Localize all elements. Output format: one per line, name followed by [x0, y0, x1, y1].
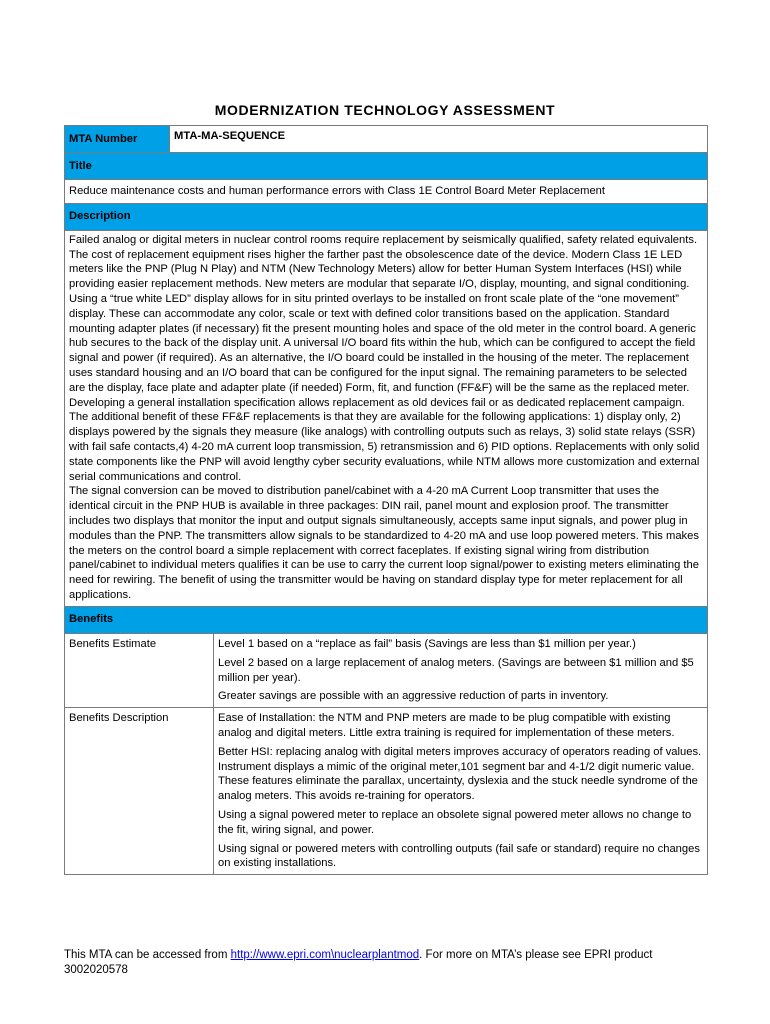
- benefits-description-value: [214, 708, 708, 875]
- footer-prefix: This MTA can be accessed from: [64, 949, 231, 961]
- title-value-row: [65, 180, 708, 204]
- benefits-estimate-item: Level 1 based on a “replace as fail” basis (Savings are less than $1 million per year.): [218, 638, 636, 650]
- title-value: Reduce maintenance costs and human performance errors with Class 1E Control Board Meter Replacement: [65, 180, 708, 204]
- benefits-description-item: Ease of Installation: the NTM and PNP meters are made to be plug compatible with existing analog and digital meters. Little extra training is required for implementation of these meters.: [218, 712, 675, 739]
- benefits-label: Benefits: [65, 606, 708, 633]
- footer-note: [64, 948, 704, 978]
- benefits-description-item: Using a signal powered meter to replace an obsolete signal powered meter allows no change to the fit, wiring signal, and power.: [218, 808, 692, 836]
- benefits-estimate-item: Level 2 based on a large replacement of analog meters. (Savings are between $1 million and $5 million per year).: [218, 656, 694, 684]
- benefits-description-label: Benefits Description: [65, 708, 214, 875]
- benefits-table: [64, 633, 708, 875]
- benefits-description-item: Using signal or powered meters with controlling outputs (fail safe or standard) require no changes on existing installations.: [218, 842, 700, 870]
- footer-suffix: . For more on MTA’s please see EPRI product 3002020578: [64, 949, 653, 976]
- benefits-estimate-label: Benefits Estimate: [65, 634, 214, 708]
- benefits-description-item: Better HSI: replacing analog with digital meters improves accuracy of operators reading of values. Instrument displays a mimic of the original meter,101 segment bar and 4-1/2 digit numeric value. These features eliminate the parallax, uncertainty, dyslexia and the stuck needle syndrome of the analog meters. This avoids re-training for operators.: [218, 745, 702, 803]
- benefits-header-row: [65, 606, 708, 633]
- title-header-row: [65, 153, 708, 180]
- description-body: [65, 230, 708, 606]
- benefits-description-row: [65, 708, 708, 875]
- benefits-estimate-item: Greater savings are possible with an aggressive reduction of parts in inventory.: [218, 690, 609, 703]
- mta-table: [64, 125, 708, 634]
- description-paragraph: Failed analog or digital meters in nuclear control rooms require replacement by seismically qualified, safety related equivalents. The cost of replacement equipment rises higher the farther past the obsolescence date of the device. Modern Class 1E LED meters like the PNP (Plug N Play) and NTM (New Technology Meters) allow for better Human System Interfaces (HSI) while providing easier replacement methods. New meters are modular that separate I/O, display, mounting, and signal conditioning. Using a “true white LED” display allows for in situ printed overlays to be installed on front scale plate of the “one movement” display. These can accommodate any color, scale or text with defined color transitions based on the application. Standard mounting adapter plates (if necessary) fit the present mounting holes and space of the old meter in the control board. A generic hub secures to the back of the display unit. A universal I/O board fits within the hub, which can be configured to accept the field signal and power (if required). As an alternative, the I/O board could be installed in the housing of the meter. The replacement uses standard housing and an I/O board that can be configured for the input signal. The remaining parameters to be selected are the display, face plate and adapter plate (if needed) Form, fit, and function (FF&F) will be the same as the replaced meter. Developing a general installation specification allows replacement as old devices fail or as dedicated replacement campaign. The additional benefit of these FF&F replacements is that they are available for the following applications: 1) display only, 2) displays powered by the signals they measure (like analogs) with controlling outputs such as relays, 3) solid state relays (SSR) with fail safe contacts,4) 4-20 mA current loop transmission, 5) retransmission and 6) PID options. Replacements with only solid state components like the PNP will avoid lengthy cyber security evaluations, while NTM allows more customization and external serial communications and control.: [69, 233, 700, 483]
- mta-number-row: [65, 126, 708, 153]
- description-paragraph: The signal conversion can be moved to distribution panel/cabinet with a 4-20 mA Current Loop transmitter that uses the identical circuit in the PNP HUB is available in three packages: DIN rail, panel mount and explosion proof. The transmitter includes two displays that monitor the input and output signals simultaneously, accepts same input signals, and power plug in modules than the PNP. The transmitters allow signals to be standardized to 4-20 mA and use loop powered meters. This makes the meters on the control board a simple replacement with correct faceplates. If existing signal wiring from distribution panel/cabinet to individual meters qualifies it can be use to carry the current loop signal/power to existing meters eliminating the need for rewiring. The benefit of using the transmitter would be having on standard display type for meter replacement for all applications.: [69, 485, 699, 601]
- mta-number-label: MTA Number: [65, 126, 170, 153]
- title-label: Title: [65, 153, 708, 180]
- description-header-row: [65, 203, 708, 230]
- document-title: MODERNIZATION TECHNOLOGY ASSESSMENT: [214, 102, 556, 118]
- description-label: Description: [65, 203, 708, 230]
- epri-link[interactable]: http://www.epri.com\nuclearplantmod: [230, 949, 420, 961]
- description-row: [65, 230, 708, 606]
- benefits-estimate-row: [65, 634, 708, 708]
- mta-number-value: MTA-MA-SEQUENCE: [170, 126, 708, 153]
- benefits-estimate-value: [214, 634, 708, 708]
